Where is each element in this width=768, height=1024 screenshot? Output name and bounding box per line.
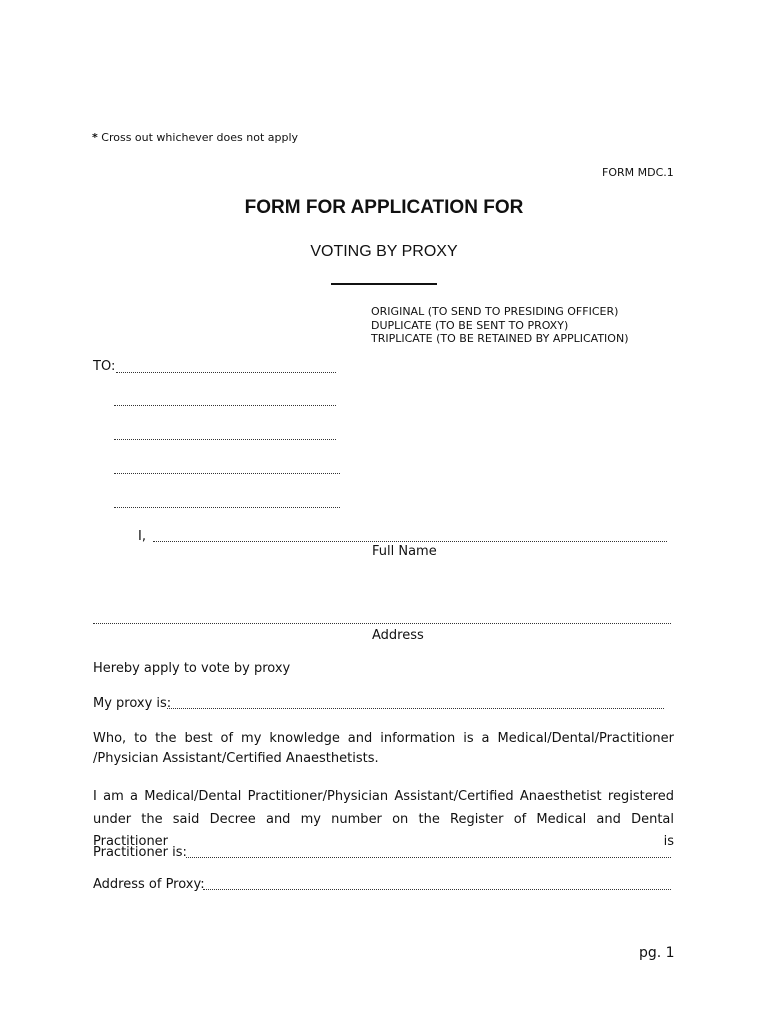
proxy-address-line[interactable] <box>203 889 671 890</box>
form-subtitle: VOTING BY PROXY <box>310 243 458 260</box>
page-number: pg. 1 <box>639 945 675 961</box>
to-line-1[interactable] <box>116 372 336 373</box>
practitioner-line[interactable] <box>186 857 671 858</box>
star-icon: * <box>92 131 98 144</box>
name-prefix: I, <box>138 529 146 544</box>
proxy-name-line[interactable] <box>167 708 664 709</box>
to-label: TO: <box>93 359 116 374</box>
full-name-caption: Full Name <box>372 544 437 559</box>
practitioner-label: Practitioner is: <box>93 845 187 860</box>
address-line[interactable] <box>93 623 671 624</box>
title-underline <box>331 283 437 285</box>
note-text: Cross out whichever does not apply <box>101 131 299 144</box>
to-line-4[interactable] <box>114 473 340 474</box>
iam-line-2: under the said Decree and my number on the Register of Medical and Dental Practitioner is <box>93 812 674 849</box>
full-name-line[interactable] <box>153 541 667 542</box>
form-title: FORM FOR APPLICATION FOR <box>244 197 524 218</box>
iam-line-1: I am a Medical/Dental Practitioner/Physician Assistant/Certified Anaesthetist registered <box>93 789 674 804</box>
copy-triplicate: TRIPLICATE (TO BE RETAINED BY APPLICATION) <box>371 332 629 345</box>
copy-duplicate: DUPLICATE (TO BE SENT TO PROXY) <box>371 319 569 332</box>
who-line-1: Who, to the best of my knowledge and information is a Medical/Dental/Practitioner <box>93 731 674 746</box>
copy-original: ORIGINAL (TO SEND TO PRESIDING OFFICER) <box>371 305 619 318</box>
cross-out-note <box>92 131 298 144</box>
to-line-3[interactable] <box>114 439 336 440</box>
address-caption: Address <box>372 628 424 643</box>
proxy-label: My proxy is: <box>93 696 172 711</box>
apply-text: Hereby apply to vote by proxy <box>93 661 291 676</box>
to-line-2[interactable] <box>114 405 336 406</box>
form-code: FORM MDC.1 <box>602 166 674 179</box>
to-line-5[interactable] <box>114 507 340 508</box>
proxy-address-label: Address of Proxy: <box>93 877 205 892</box>
who-line-2: /Physician Assistant/Certified Anaesthetists. <box>93 751 379 766</box>
